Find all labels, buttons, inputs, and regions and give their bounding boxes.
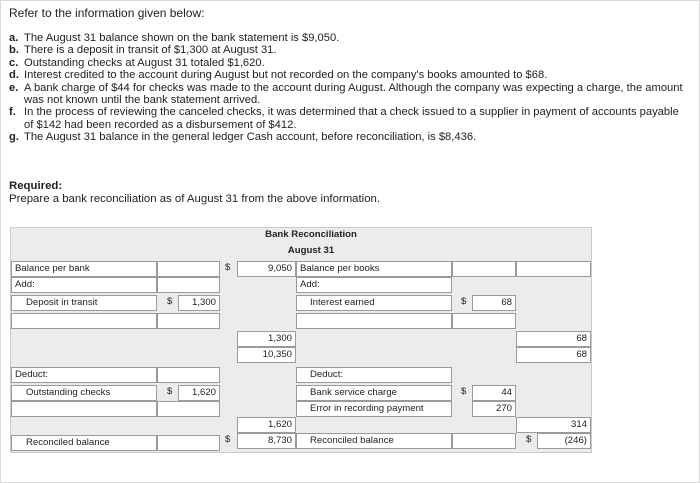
error-in-recording-label[interactable]: Error in recording payment (296, 401, 452, 417)
dollar-sign: $ (225, 434, 231, 445)
bank-add-label[interactable]: Add: (11, 277, 157, 293)
books-reconciled-label[interactable]: Reconciled balance (296, 433, 452, 449)
bank-service-charge-input[interactable]: 44 (472, 385, 516, 401)
list-item (9, 69, 691, 81)
recon-date: August 31 (287, 245, 335, 256)
interest-earned-input[interactable]: 68 (472, 295, 516, 311)
balance-per-bank-label[interactable]: Balance per bank (11, 261, 157, 277)
books-subtotal-input[interactable]: 68 (516, 347, 591, 363)
bank-blank-a-input[interactable] (157, 261, 220, 277)
list-item (9, 44, 691, 56)
deposit-in-transit-label[interactable]: Deposit in transit (11, 295, 157, 311)
recon-title: Bank Reconciliation (265, 229, 357, 240)
bank-add-total-input[interactable]: 1,300 (237, 331, 296, 347)
outstanding-checks-input[interactable]: 1,620 (178, 385, 220, 401)
error-in-recording-input[interactable]: 270 (472, 401, 516, 417)
item-label: d. (9, 69, 19, 82)
dollar-sign: $ (167, 386, 173, 397)
bank-add-amount-input[interactable] (157, 313, 220, 329)
item-label: e. (9, 81, 19, 94)
bank-blank-c-input[interactable] (157, 367, 220, 383)
bank-blank-b-input[interactable] (157, 277, 220, 293)
bank-deduct-label[interactable]: Deduct: (11, 367, 157, 383)
books-add-total-input[interactable]: 68 (516, 331, 591, 347)
dollar-sign: $ (225, 262, 231, 273)
dollar-sign: $ (526, 434, 532, 445)
list-item (9, 131, 691, 143)
books-deduct-label[interactable]: Deduct: (296, 367, 452, 383)
books-add-amount-input[interactable] (452, 313, 516, 329)
required-text: Prepare a bank reconciliation as of August 31 from the above information. (9, 193, 381, 205)
deposit-in-transit-input[interactable]: 1,300 (178, 295, 220, 311)
bank-reconciliation-table (10, 227, 592, 453)
bank-reconciled-input[interactable]: 8,730 (237, 433, 296, 449)
list-item (9, 106, 691, 131)
bank-deduct-item-input[interactable] (11, 401, 157, 417)
bank-deduct-total-input[interactable]: 1,620 (237, 417, 296, 433)
list-item (9, 57, 691, 69)
outstanding-checks-label[interactable]: Outstanding checks (11, 385, 157, 401)
balance-per-books-label[interactable]: Balance per books (296, 261, 452, 277)
item-text: There is a deposit in transit of $1,300 at August 31. (24, 44, 277, 57)
list-item (9, 32, 691, 44)
list-item (9, 82, 691, 107)
item-text: The August 31 balance in the general ledger Cash account, before reconciliation, is $8,436. (24, 131, 477, 144)
item-text: A bank charge of $44 for checks was made to the account during August. Although the company was expecting a charge, the amount was not known until the bank statement arrived. (24, 81, 683, 107)
bank-add-item-input[interactable] (11, 313, 157, 329)
item-text: Outstanding checks at August 31 totaled $1,620. (24, 56, 265, 69)
books-blank-d-input[interactable] (452, 433, 516, 449)
item-label: g. (9, 131, 19, 144)
bank-reconciled-label[interactable]: Reconciled balance (11, 435, 157, 451)
books-reconciled-input[interactable]: (246) (537, 433, 591, 449)
item-label: a. (9, 32, 19, 44)
dollar-sign: $ (167, 296, 173, 307)
books-deduct-total-input[interactable]: 314 (516, 417, 591, 433)
dollar-sign: $ (461, 296, 467, 307)
bank-subtotal-input[interactable]: 10,350 (237, 347, 296, 363)
bank-service-charge-label[interactable]: Bank service charge (296, 385, 452, 401)
required-heading: Required: (9, 180, 63, 192)
item-label: b. (9, 44, 19, 57)
item-text: In the process of reviewing the canceled checks, it was determined that a check issued to a supplier in payment of accounts payable of $142 had been recorded as a disbursement of $412. (24, 106, 679, 131)
item-text: Interest credited to the account during August but not recorded on the company's books amounted to $68. (24, 69, 548, 82)
bank-deduct-amount-input[interactable] (157, 401, 220, 417)
facts-list (9, 32, 691, 144)
required-section (9, 180, 380, 206)
item-text: The August 31 balance shown on the bank statement is $9,050. (24, 32, 340, 44)
item-label: f. (9, 106, 16, 119)
item-label: c. (9, 56, 19, 69)
books-add-item-input[interactable] (296, 313, 452, 329)
balance-per-books-input[interactable] (516, 261, 591, 277)
interest-earned-label[interactable]: Interest earned (296, 295, 452, 311)
bank-blank-d-input[interactable] (157, 435, 220, 451)
dollar-sign: $ (461, 386, 467, 397)
books-add-label[interactable]: Add: (296, 277, 452, 293)
books-blank-a-input[interactable] (452, 261, 516, 277)
balance-per-bank-input[interactable]: 9,050 (237, 261, 296, 277)
intro-text: Refer to the information given below: (9, 6, 205, 20)
